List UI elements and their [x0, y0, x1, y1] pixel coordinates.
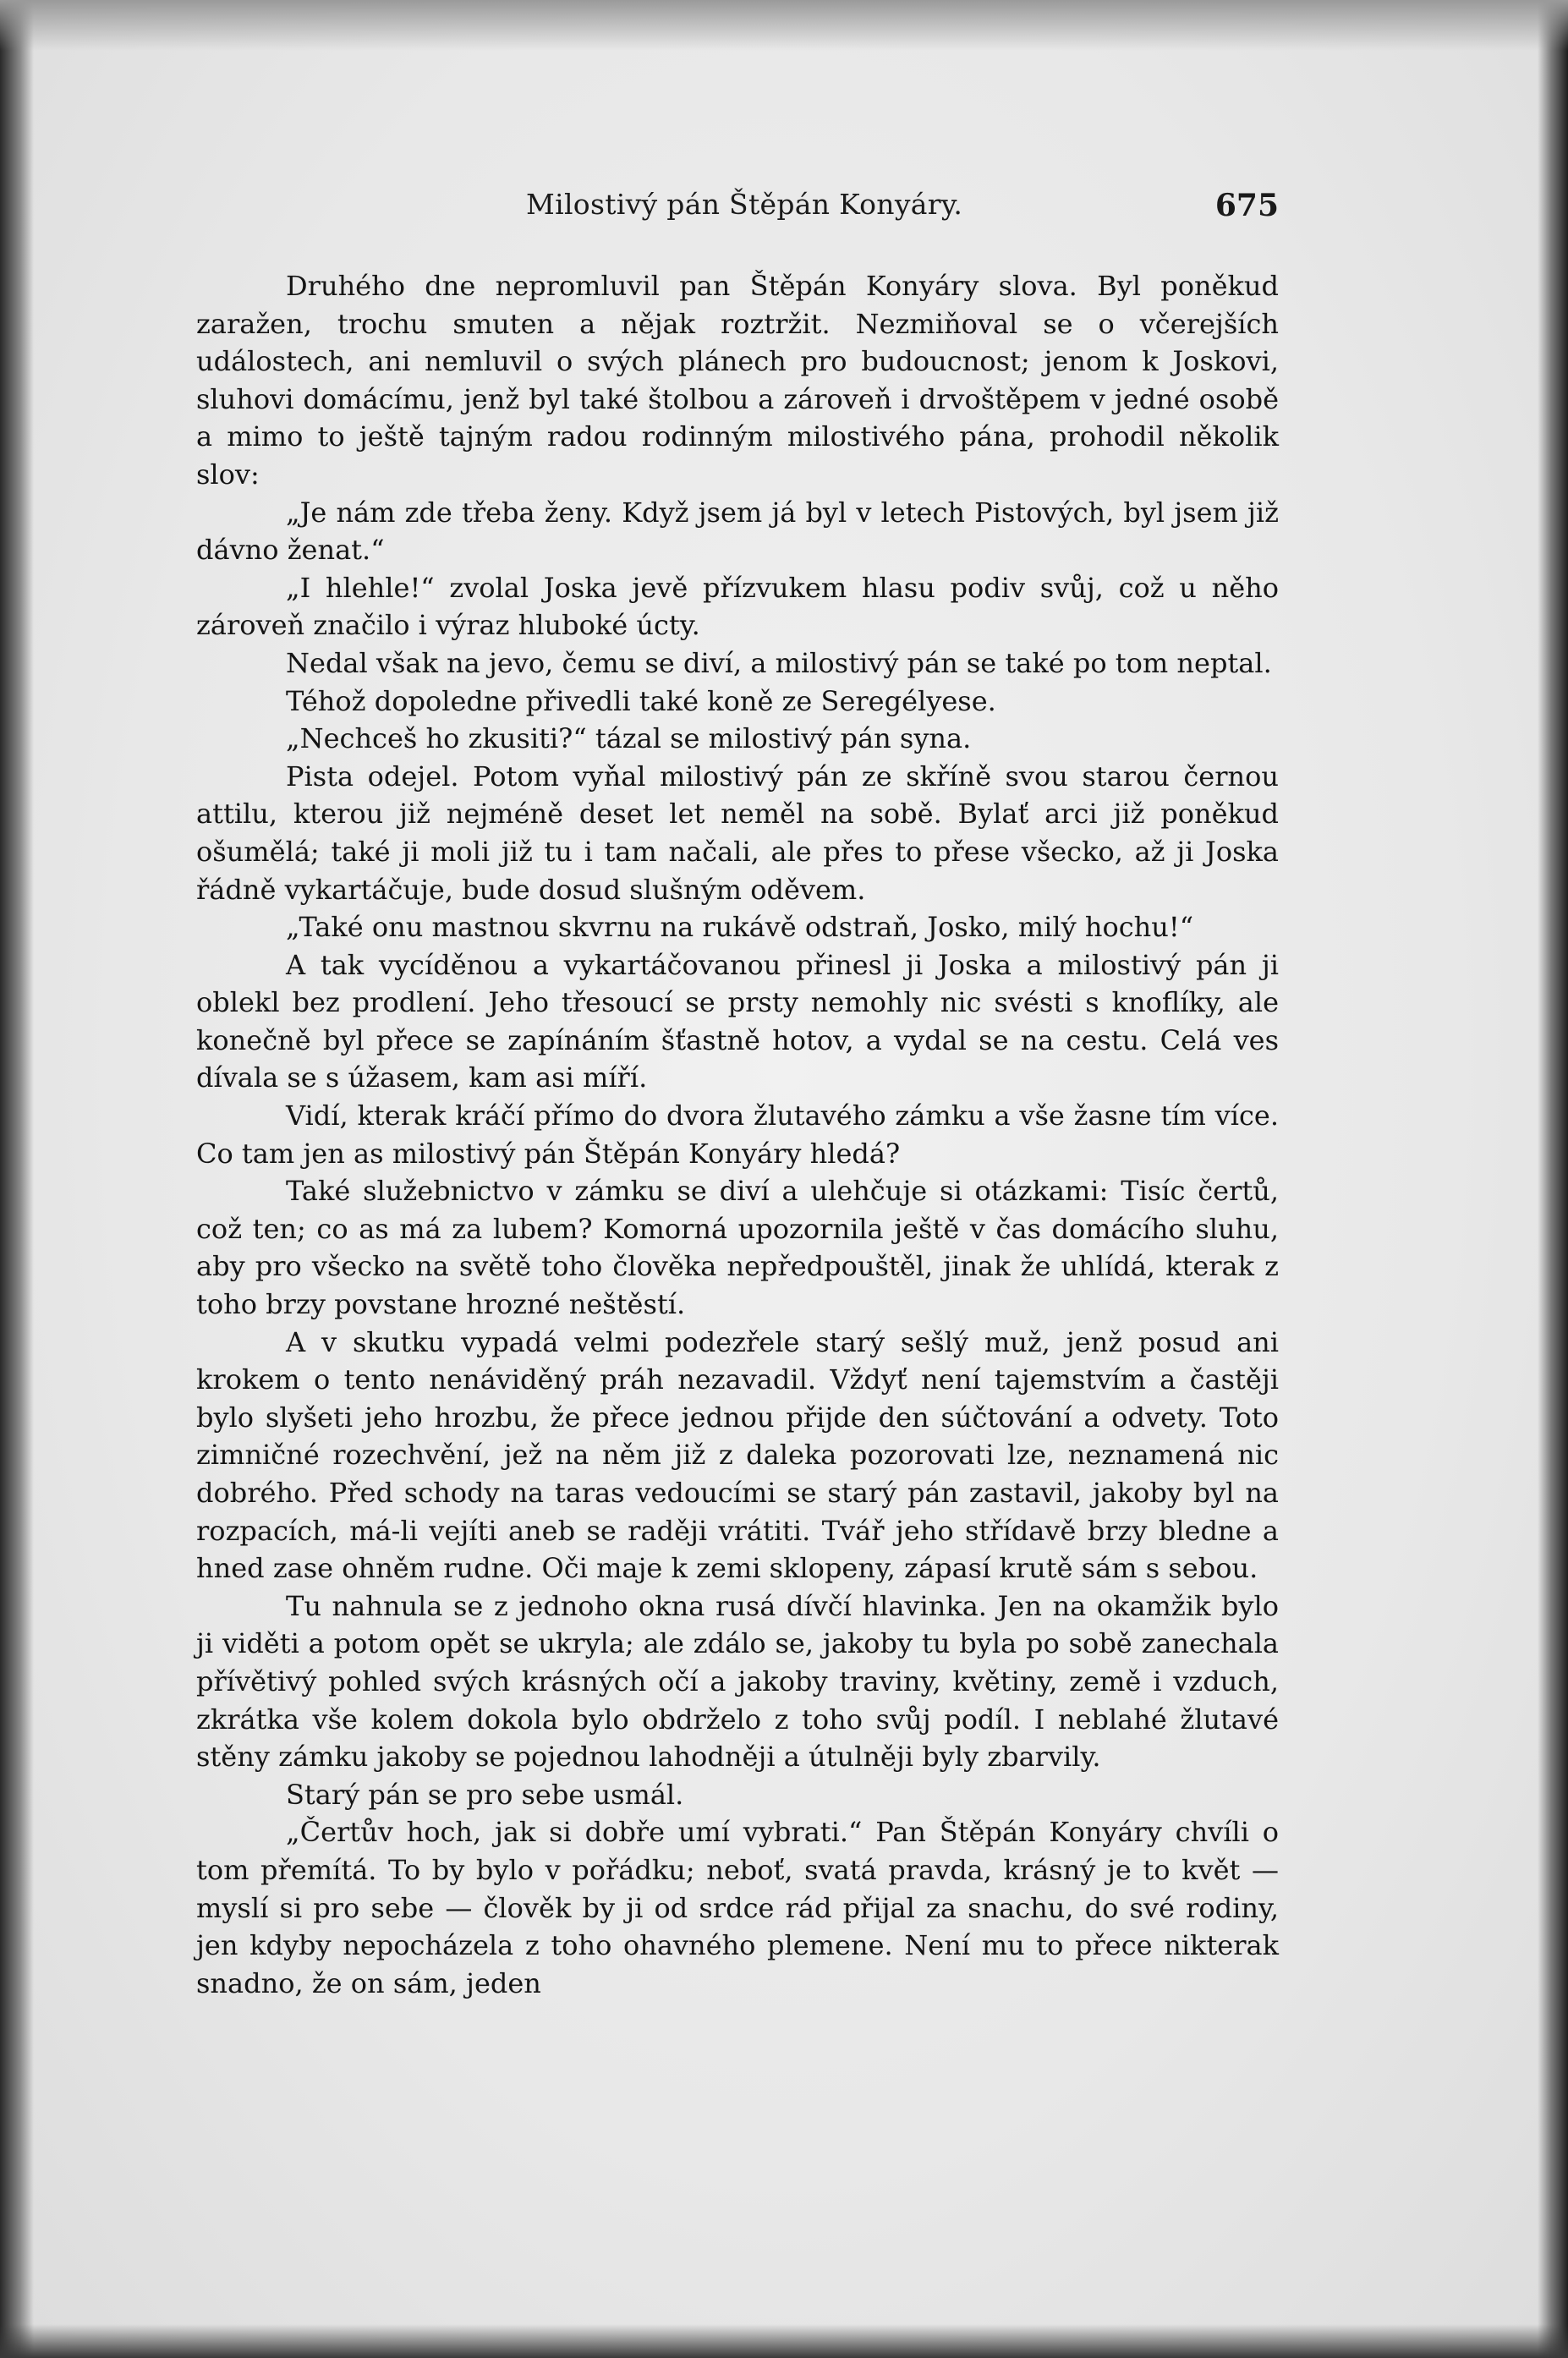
- page-header: [196, 188, 1279, 232]
- page-number: 675: [1214, 188, 1279, 223]
- paragraph: A tak vycíděnou a vykartáčovanou přinesl ji Joska a milostivý pán ji oblekl bez prodlení. Jeho třesoucí se prsty nemohly nic svésti s knoflíky, ale konečně byl přece se zapínáním šťastně hotov, a vydal se na cestu. Celá ves dívala se s úžasem, kam asi míří.: [196, 948, 1279, 1094]
- paragraph: Druhého dne nepromluvil pan Štěpán Konyáry slova. Byl poněkud zaražen, trochu smuten a nějak roztržit. Nezmiňoval se o včerejších událostech, ani nemluvil o svých plánech pro budoucnost; jenom k Joskovi, sluhovi domácímu, jenž byl také štolbou a zároveň i drvoštěpem v jedné osobě a mimo to ještě tajným radou rodinným milostivého pána, prohodil několik slov:: [196, 270, 1279, 491]
- paragraph: Téhož dopoledne přivedli také koně ze Seregélyese.: [286, 684, 996, 717]
- paragraph: A v skutku vypadá velmi podezřele starý sešlý muž, jenž posud ani krokem o tento nenáviděný práh nezavadil. Vždyť není tajemstvím a častěji bylo slyšeti jeho hrozbu, že přece jednou přijde den súčtování a odvety. Toto zimničné rozechvění, jež na něm již z daleka pozorovati lze, neznamená nic dobrého. Před schody na taras vedoucími se starý pán zastavil, jakoby byl na rozpacích, má-li vejíti aneb se raději vrátiti. Tvář jeho střídavě brzy bledne a hned zase ohněm rudne. Oči maje k zemi sklopeny, zápasí krutě sám s sebou.: [196, 1325, 1279, 1585]
- body-text: [196, 267, 1279, 2002]
- paragraph: „Čertův hoch, jak si dobře umí vybrati.“ Pan Štěpán Konyáry chvíli o tom přemítá. To by bylo v pořádku; neboť, svatá pravda, krásný je to květ — myslí si pro sebe — člověk by ji od srdce rád přijal za snachu, do své rodiny, jen kdyby nepocházela z toho ohavného plemene. Není mu to přece nikterak snadno, že on sám, jeden: [196, 1816, 1279, 1999]
- running-title: Milostivý pán Štěpán Konyáry.: [526, 188, 963, 221]
- paragraph: Pista odejel. Potom vyňal milostivý pán ze skříně svou starou černou attilu, kterou již nejméně deset let neměl na sobě. Bylať arci již poněkud ošumělá; také ji moli již tu i tam načali, ale přes to přese všecko, až ji Joska řádně vykartáčuje, bude dosud slušným oděvem.: [196, 759, 1279, 906]
- page-shadow-right: [1538, 0, 1568, 2358]
- paragraph: Nedal však na jevo, čemu se diví, a milostivý pán se také po tom neptal.: [286, 646, 1272, 679]
- paragraph: „Také onu mastnou skvrnu na rukávě odstraň, Josko, milý hochu!“: [286, 911, 1194, 944]
- page-shadow-left: [0, 0, 34, 2358]
- paragraph: Tu nahnula se z jednoho okna rusá dívčí hlavinka. Jen na okamžik bylo ji viděti a potom opět se ukryla; ale zdálo se, jakoby tu byla po sobě zanechala přívětivý pohled svých krásných očí a jakoby traviny, květiny, země i vzduch, zkrátka vše kolem dokola bylo obdrželo z toho svůj podíl. I neblahé žlutavé stěny zámku jakoby se pojednou lahodněji a útulněji byly zbarvily.: [196, 1589, 1279, 1774]
- page-shadow-top: [0, 0, 1568, 51]
- paragraph: Také služebnictvo v zámku se diví a ulehčuje si otázkami: Tisíc čertů, což ten; co as má za lubem? Komorná upozornila ještě v čas domácího sluhu, aby pro všecko na světě toho člověka nepředpouštěl, jinak že uhlídá, kterak z toho brzy povstane hrozné neštěstí.: [196, 1175, 1279, 1321]
- paragraph: „I hlehle!“ zvolal Joska jevě přízvukem hlasu podiv svůj, což u něho zároveň značilo i výraz hluboké úcty.: [196, 571, 1279, 642]
- paragraph: Starý pán se pro sebe usmál.: [286, 1778, 684, 1811]
- paragraph: Vidí, kterak kráčí přímo do dvora žlutavého zámku a vše žasne tím více. Co tam jen as milostivý pán Štěpán Konyáry hledá?: [196, 1099, 1279, 1170]
- paragraph: „Je nám zde třeba ženy. Když jsem já byl v letech Pistových, byl jsem již dávno ženat.“: [196, 496, 1279, 567]
- page-shadow-bottom: [0, 2324, 1568, 2358]
- paragraph: „Nechceš ho zkusiti?“ tázal se milostivý pán syna.: [286, 722, 972, 755]
